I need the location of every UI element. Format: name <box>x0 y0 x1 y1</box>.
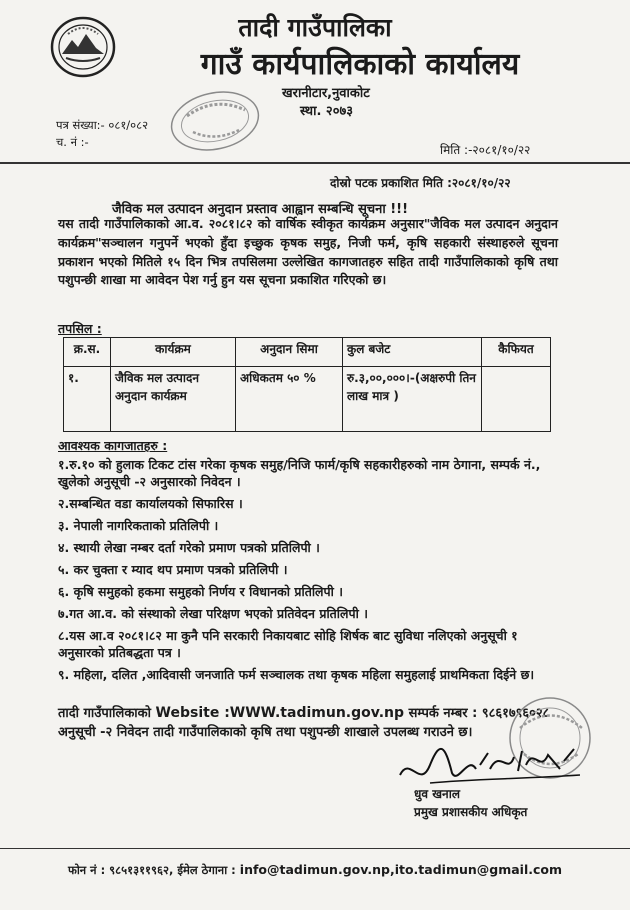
documents-label: आवश्यक कागजातहरु : <box>58 438 168 453</box>
footer-email-link[interactable]: info@tadimun.gov.np,ito.tadimun@gmail.com <box>239 862 563 877</box>
col-total-budget: कुल बजेट <box>343 338 482 367</box>
footer-divider <box>0 848 630 849</box>
dispatch-number: च. नं :- <box>56 135 89 149</box>
col-serial: क्र.स. <box>64 338 111 367</box>
footer-email-label: ईमेल ठेगाना : <box>173 863 240 877</box>
list-item: ८.यस आ.व २०८१।८२ मा कुनै पनि सरकारी निकायबाट सोहि शिर्षक बाट सुविधा नलिएको अनुसूची १ अनुसारको प्रतिबद्धता पत्र । <box>58 628 518 660</box>
notice-title: जैविक मल उत्पादन अनुदान प्रस्ताव आह्वान सम्बन्धि सूचना !!! <box>112 202 409 217</box>
list-item: २.सम्बन्धित वडा कार्यालयको सिफारिस । <box>58 496 243 511</box>
second-publication-date: दोस्रो पटक प्रकाशित मिति :२०८१/१०/२२ <box>330 176 511 190</box>
website-link[interactable]: Website :WWW.tadimun.gov.np <box>155 705 405 721</box>
list-item: १.रु.१० को हुलाक टिकट टांस गरेका कृषक समुह/निजि फार्म/कृषि सहकारीहरुको नाम ठेगाना, सम्पर्क नं., खुलेको अनुसूची -२ अनुसारको निवेदन । <box>58 457 541 489</box>
notice-body: यस तादी गाउँपालिकाको आ.व. २०८१।८२ को वार्षिक स्वीकृत कार्यक्रम अनुसार"जैविक मल उत्पादन अनुदान कार्यक्रम"सञ्चालन गनुपर्ने भएको हुँदा इच्छुक कृषक समुह, निजी फर्म, कृषि सहकारी संस्थाहरुले सूचना प्रकाशन भएको मितिले १५ दिन भित्र तपसिलमा उल्लेखित कागजातहरु सहित तादी गाउँपालिकाको कृषि तथा पशुपन्छी शाखा मा आवेदन पेश गर्नु हुन यस सूचना प्रकाशित गरिएको छ। <box>58 216 558 288</box>
col-remarks: कैफियत <box>482 338 551 367</box>
details-label: तपसिल : <box>58 321 102 336</box>
table-header-row <box>64 338 551 367</box>
footer-contact <box>0 862 630 878</box>
cell-remarks <box>482 367 551 432</box>
cell-serial: १. <box>64 367 111 432</box>
list-item: ६. कृषि समुहको हकमा समुहको निर्णय र विधानको प्रतिलिपी । <box>58 584 343 599</box>
office-seal-icon <box>165 86 265 156</box>
office-established: स्था. २०७३ <box>300 104 353 119</box>
office-address: खरानीटार,नुवाकोट <box>282 86 370 101</box>
list-item: ५. कर चुक्ता र म्याद थप प्रमाण पत्रको प्रतिलिपी । <box>58 562 288 577</box>
footer-phone: फोन नं : ९८५१३११९६२, <box>67 863 174 877</box>
contact-phone: सम्पर्क नम्बर : ९८६१७९६०२८ <box>404 706 550 721</box>
office-title-line2: गाउँ कार्यपालिकाको कार्यालय <box>200 47 520 82</box>
col-grant-limit: अनुदान सिमा <box>236 338 343 367</box>
signer-name: धुव खनाल <box>414 787 460 801</box>
list-item: ९. महिला, दलित ,आदिवासी जनजाति फर्म सञ्चालक तथा कृषक महिला समुहलाई प्राथमिकता दिईने छ। <box>58 667 535 682</box>
col-program: कार्यक्रम <box>111 338 236 367</box>
issue-date: मिति :-२०८१/१०/२२ <box>440 143 531 157</box>
table-row <box>64 367 551 432</box>
contact-prefix: तादी गाउँपालिकाको <box>58 706 156 721</box>
cell-total-budget: रु.३,००,०००।-(अक्षरुपी तिन लाख मात्र ) <box>343 367 482 432</box>
list-item: ४. स्थायी लेखा नम्बर दर्ता गरेको प्रमाण पत्रको प्रतिलिपी । <box>58 540 320 555</box>
documents-list <box>58 456 568 688</box>
reference-number: पत्र संख्या:- ०८१/०८२ <box>56 118 149 132</box>
header-divider <box>0 162 630 164</box>
annex-availability-line: अनुसूची -२ निवेदन तादी गाउँपालिकाको कृषि तथा पशुपन्छी शाखाले उपलब्ध गराउने छ। <box>58 725 473 740</box>
cell-grant-limit: अधिकतम ५० % <box>236 367 343 432</box>
cell-program: जैविक मल उत्पादन अनुदान कार्यक्रम <box>111 367 236 432</box>
program-table <box>63 337 551 432</box>
list-item: ३. नेपाली नागरिकताको प्रतिलिपी । <box>58 518 219 533</box>
list-item: ७.गत आ.व. को संस्थाको लेखा परिक्षण भएको प्रतिवेदन प्रतिलिपी । <box>58 606 368 621</box>
signer-title: प्रमुख प्रशासकीय अधिकृत <box>414 805 528 819</box>
office-title-line1: तादी गाउँपालिका <box>238 13 392 42</box>
